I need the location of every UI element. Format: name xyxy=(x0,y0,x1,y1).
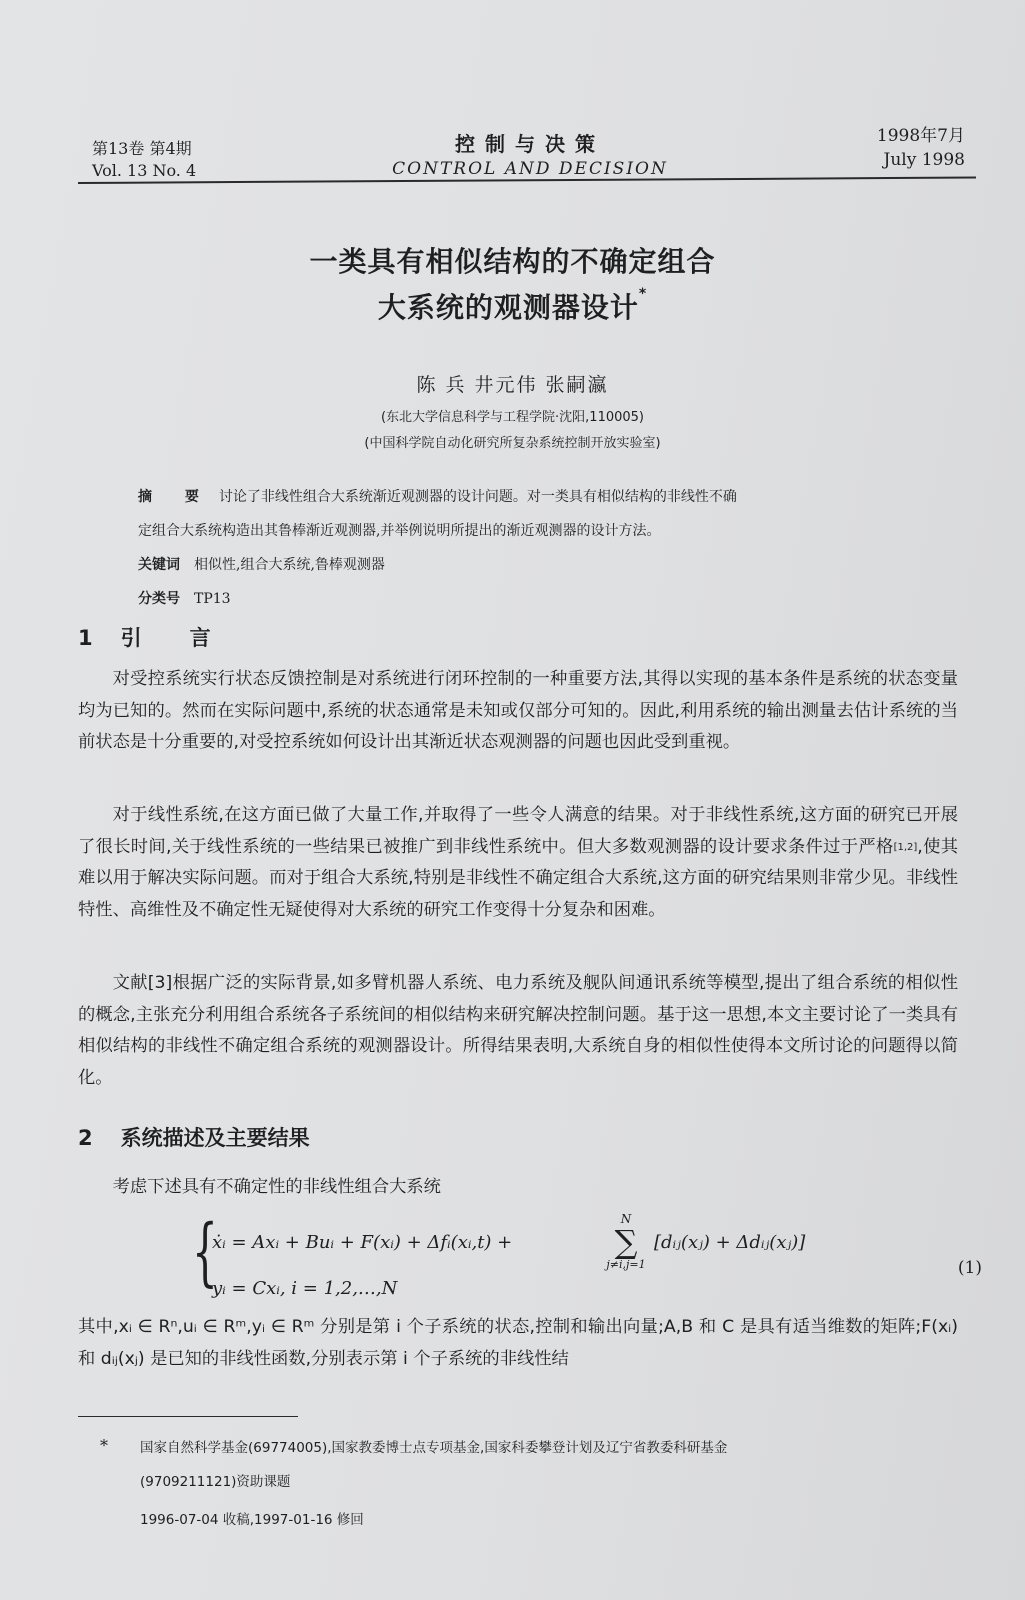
paper-title-line-2 xyxy=(0,286,1025,326)
issue-date xyxy=(877,124,965,172)
affiliation-1: (东北大学信息科学与工程学院·沈阳,110005) xyxy=(380,410,645,425)
section-2-title: 系统描述及主要结果 xyxy=(120,1126,310,1150)
issue-date-en: July 1998 xyxy=(883,150,965,170)
journal-name-en: CONTROL AND DECISION xyxy=(392,159,668,179)
classification-code: TP13 xyxy=(194,591,231,607)
keywords-label: 关键词 xyxy=(138,557,180,573)
equation-line-1-right: [dᵢⱼ(xⱼ) + Δdᵢⱼ(xⱼ)] xyxy=(654,1232,806,1253)
sum-sigma: ∑ xyxy=(614,1223,638,1261)
sum-upper-limit: N xyxy=(620,1212,632,1226)
keywords-text: 相似性,组合大系统,鲁棒观测器 xyxy=(194,557,385,573)
section-2-number: 2 xyxy=(78,1126,93,1150)
paragraph-3: 文献[3]根据广泛的实际背景,如多臂机器人系统、电力系统及舰队间通讯系统等模型,提出了组合系统的相似性的概念,主张充分利用组合系统各子系统间的相似结构来研究解决控制问题。基于这一思想,本文主要讨论了一类具有相似结构的非线性不确定组合系统的观测器设计。所得结果表明,大系统自身的相似性使得本文所讨论的问题得以简化。 xyxy=(78,973,958,1089)
author-list: 陈 兵 井元伟 张嗣瀛 xyxy=(416,374,609,396)
equation-number: (1) xyxy=(957,1258,982,1278)
section-1-heading xyxy=(78,622,259,652)
equation-1 xyxy=(192,1209,982,1308)
section-1-number: 1 xyxy=(78,626,93,650)
sum-lower-limit: j≠i,j=1 xyxy=(606,1258,646,1271)
paragraph-4: 考虑下述具有不确定性的非线性组合大系统 xyxy=(112,1177,441,1197)
affiliation-2: (中国科学院自动化研究所复杂系统控制开放实验室) xyxy=(364,436,661,451)
journal-name-cn: 控制与决策 xyxy=(455,132,605,156)
funding-note-1: 国家自然科学基金(69774005),国家教委博士点专项基金,国家科委攀登计划及辽宁省教委科研基金 xyxy=(140,1440,728,1456)
volume-info xyxy=(92,138,196,182)
equation-brace: { xyxy=(192,1209,218,1295)
paragraph-5: 其中,xᵢ ∈ Rⁿ,uᵢ ∈ Rᵐ,yᵢ ∈ Rᵐ 分别是第 i 个子系统的状态,控制和输出向量;A,B 和 C 是具有适当维数的矩阵;F(xᵢ) 和 dᵢⱼ(xⱼ) 是已知的非线性函数,分别表示第 i 个子系统的非线性结 xyxy=(78,1317,958,1369)
volume-cn: 第13卷 第4期 xyxy=(92,139,192,158)
abstract xyxy=(138,480,938,616)
classification-label: 分类号 xyxy=(138,591,180,607)
citation-1-2: [1,2] xyxy=(893,841,918,853)
paragraph-2-text-a: 对于线性系统,在这方面已做了大量工作,并取得了一些令人满意的结果。对于非线性系统,这方面的研究已开展了很长时间,关于线性系统的一些结果已被推广到非线性系统中。但大多数观测器的设计要求条件过于严格 xyxy=(78,805,958,857)
equation-line-1-left: ẋᵢ = Axᵢ + Buᵢ + F(xᵢ) + Δfᵢ(xᵢ,t) + xyxy=(212,1232,513,1253)
paragraph-2 xyxy=(78,800,958,927)
summation-symbol xyxy=(596,1212,656,1271)
section-1-title: 引言 xyxy=(120,626,259,650)
volume-en: Vol. 13 No. 4 xyxy=(92,161,197,180)
title-footnote-mark: * xyxy=(638,286,648,302)
received-dates: 1996-07-04 收稿,1997-01-16 修回 xyxy=(140,1512,364,1528)
funding-note-2: (9709211121)资助课题 xyxy=(140,1474,291,1490)
section-2-heading xyxy=(78,1122,310,1152)
journal-name xyxy=(360,128,700,179)
paragraph-1: 对受控系统实行状态反馈控制是对系统进行闭环控制的一种重要方法,其得以实现的基本条件是系统的状态变量均为已知的。然而在实际问题中,系统的状态通常是未知或仅部分可知的。因此,利用系统的输出测量去估计系统的当前状态是十分重要的,对受控系统如何设计出其渐近状态观测器的问题也因此受到重视。 xyxy=(78,669,958,753)
footnote-mark: * xyxy=(100,1436,108,1455)
paper-title-text: 大系统的观测器设计 xyxy=(377,291,639,324)
abstract-label: 摘 要 xyxy=(138,489,213,505)
paragraph-2-text-b: ,使其难以用于解决实际问题。而对于组合大系统,特别是非线性不确定组合大系统,这方面的研究结果则非常少见。非线性特性、高维性及不确定性无疑使得对大系统的研究工作变得十分复杂和困难。 xyxy=(78,836,958,921)
issue-date-cn: 1998年7月 xyxy=(876,126,965,146)
abstract-text-1: 讨论了非线性组合大系统渐近观测器的设计问题。对一类具有相似结构的非线性不确 xyxy=(218,489,737,505)
footnote-rule xyxy=(78,1416,298,1417)
abstract-text-2: 定组合大系统构造出其鲁棒渐近观测器,并举例说明所提出的渐近观测器的设计方法。 xyxy=(138,523,661,539)
paper-title-line-1: 一类具有相似结构的不确定组合 xyxy=(309,245,716,278)
equation-line-2: yᵢ = Cxᵢ, i = 1,2,…,N xyxy=(212,1278,398,1299)
